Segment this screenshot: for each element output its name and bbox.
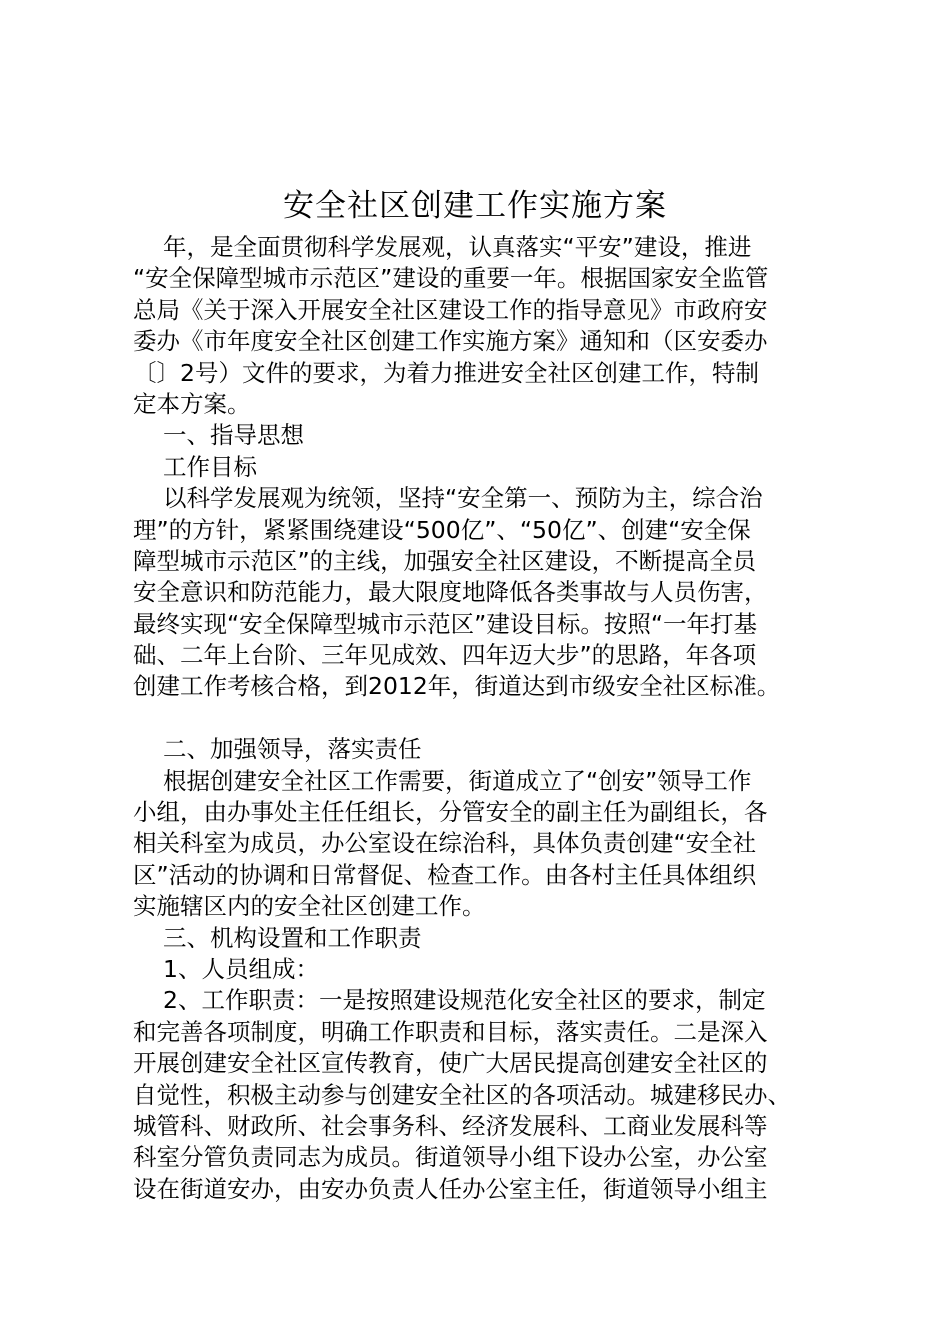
paragraph-line: 设在街道安办，由安办负责人任办公室主任，街道领导小组主 bbox=[133, 1174, 768, 1203]
paragraph-line: 实施辖区内的安全社区创建工作。 bbox=[133, 892, 486, 921]
document-title: 安全社区创建工作实施方案 bbox=[283, 188, 667, 224]
paragraph-line: 理”的方针，紧紧围绕建设“500亿”、“50亿”、创建“安全保 bbox=[133, 515, 751, 544]
paragraph-line: 础、二年上台阶、三年见成效、四年迈大步”的思路，年各项 bbox=[133, 641, 757, 670]
section-heading: 二、加强领导，落实责任 bbox=[163, 735, 422, 764]
paragraph-line: 相关科室为成员，办公室设在综治科，具体负责创建“安全社 bbox=[133, 829, 757, 858]
document-body bbox=[133, 232, 893, 1205]
paragraph-line: 小组，由办事处主任任组长，分管安全的副主任为副组长，各 bbox=[133, 798, 768, 827]
list-item: 2、工作职责：一是按照建设规范化安全社区的要求，制定 bbox=[163, 986, 766, 1015]
paragraph-line: 自觉性，积极主动参与创建安全社区的各项活动。城建移民办、 bbox=[133, 1080, 791, 1109]
paragraph-line: 根据创建安全社区工作需要，街道成立了“创安”领导工作 bbox=[163, 766, 752, 795]
paragraph-line: 总局《关于深入开展安全社区建设工作的指导意见》市政府安 bbox=[133, 295, 768, 324]
paragraph-line: 安全意识和防范能力，最大限度地降低各类事故与人员伤害， bbox=[133, 578, 768, 607]
paragraph-line: 开展创建安全社区宣传教育，使广大居民提高创建安全社区的 bbox=[133, 1049, 768, 1078]
paragraph-line: 科室分管负责同志为成员。街道领导小组下设办公室，办公室 bbox=[133, 1143, 768, 1172]
paragraph-line: 创建工作考核合格，到2012年，街道达到市级安全社区标准。 bbox=[133, 672, 781, 701]
paragraph-line: 区”活动的协调和日常督促、检查工作。由各村主任具体组织 bbox=[133, 860, 757, 889]
paragraph-line: “安全保障型城市示范区”建设的重要一年。根据国家安全监管 bbox=[133, 264, 769, 293]
subsection-heading: 工作目标 bbox=[163, 452, 257, 481]
paragraph-line: 城管科、财政所、社会事务科、经济发展科、工商业发展科等 bbox=[133, 1111, 768, 1140]
paragraph-line: 〔〕2号）文件的要求，为着力推进安全社区创建工作，特制 bbox=[133, 358, 759, 387]
list-item: 1、人员组成： bbox=[163, 954, 319, 983]
paragraph-line: 最终实现“安全保障型城市示范区”建设目标。按照“一年打基 bbox=[133, 609, 758, 638]
paragraph-line: 和完善各项制度，明确工作职责和目标，落实责任。二是深入 bbox=[133, 1017, 768, 1046]
blank-line bbox=[133, 703, 893, 734]
paragraph-line: 定本方案。 bbox=[133, 389, 251, 418]
paragraph-line: 以科学发展观为统领，坚持“安全第一、预防为主，综合治 bbox=[163, 484, 763, 513]
paragraph-line: 委办《市年度安全社区创建工作实施方案》通知和（区安委办 bbox=[133, 327, 768, 356]
section-heading: 一、指导思想 bbox=[163, 421, 304, 450]
paragraph-line: 障型城市示范区”的主线，加强安全社区建设，不断提高全员 bbox=[133, 546, 757, 575]
section-heading: 三、机构设置和工作职责 bbox=[163, 923, 422, 952]
paragraph-line: 年，是全面贯彻科学发展观，认真落实“平安”建设，推进 bbox=[163, 233, 752, 261]
